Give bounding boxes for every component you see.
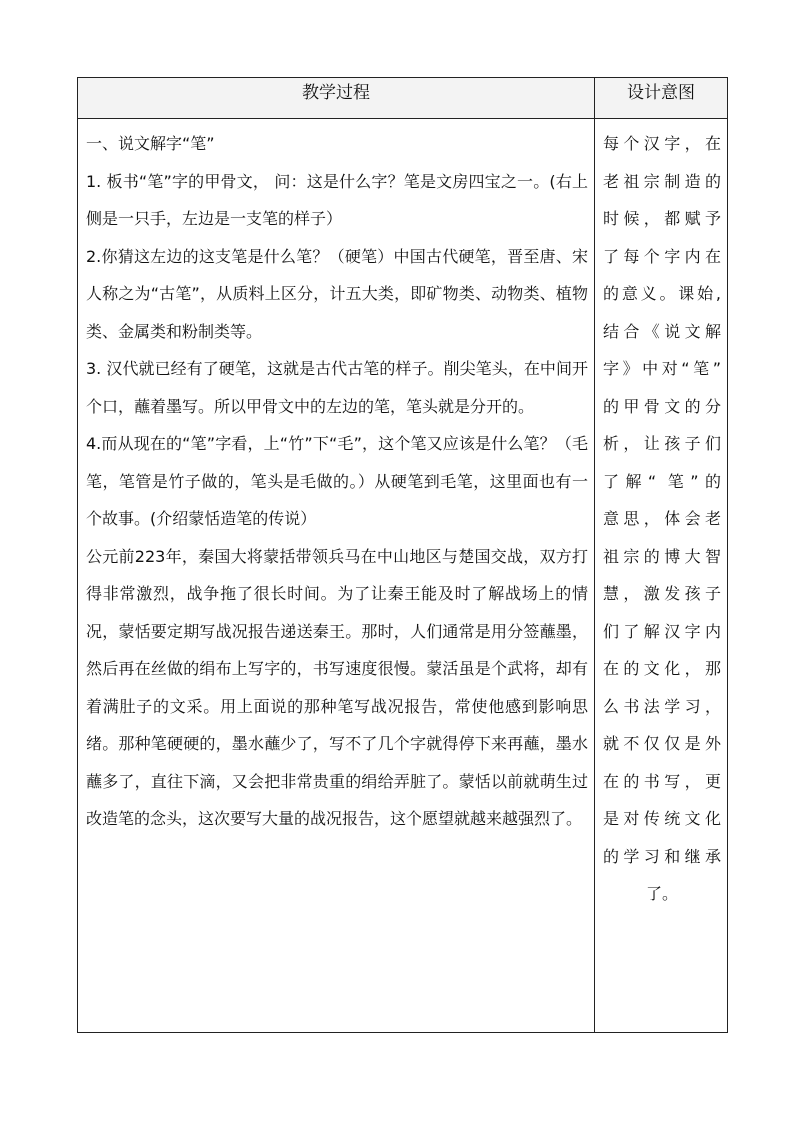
process-paragraph-2: 2.你猜这左边的这支笔是什么笔？（硬笔）中国古代硬笔，晋至唐、宋人称之为“古笔”，从质料上区分，计五大类，即矿物类、动物类、植物类、金属类和粉制类等。 <box>86 246 588 341</box>
process-paragraph-3: 3. 汉代就已经有了硬笔，这就是古代古笔的样子。削尖笔头，在中间开个口，蘸着墨写。所以甲骨文中的左边的笔，笔头就是分开的。 <box>86 359 588 416</box>
intent-line: 的意义。课始, <box>603 284 721 303</box>
header-row <box>78 78 728 119</box>
intent-line: 们了解汉字内 <box>603 621 721 641</box>
intent-line: 了。 <box>645 884 678 903</box>
intent-line: 么书法学习， <box>603 696 721 716</box>
intent-line: 的学习和继承 <box>603 846 721 866</box>
lesson-plan-table <box>77 77 728 1033</box>
intent-line: 祖宗的博大智 <box>603 546 721 566</box>
intent-line: 就不仅仅是外 <box>603 734 721 753</box>
intent-line: 每个汉字，在 <box>603 134 721 153</box>
intent-line: 在的书写，更 <box>603 771 721 791</box>
story-paragraph: 公元前223年，秦国大将蒙括带领兵马在中山地区与楚国交战，双方打得非常激烈，战争拖了很长时间。为了让秦王能及时了解战场上的情况，蒙恬要定期写战况报告递送秦王。那时，人们通常是用分签蘸墨，然后再在丝做的绢布上写字的，书写速度很慢。蒙活虽是个武将，却有着满肚子的文采。用上面说的那种笔写战况报告，常使他感到影响思绪。那种笔硬硬的，墨水蘸少了，写不了几个字就得停下来再蘸，墨水蘸多了，直往下滴，又会把非常贵重的绢给弄脏了。蒙恬以前就萌生过改造笔的念头，这次要写大量的战况报告，这个愿望就越来越强烈了。 <box>86 546 588 828</box>
intent-line: 老祖宗制造的 <box>603 171 721 191</box>
intent-line: 是对传统文化 <box>603 809 721 828</box>
intent-line: 析，让孩子们 <box>603 434 721 453</box>
design-intent-cell <box>595 119 728 1033</box>
process-paragraph-4: 4.而从现在的“笔”字看，上“竹”下“毛”，这个笔又应该是什么笔？（毛笔，笔管是竹子做的，笔头是毛做的。）从硬笔到毛笔，这里面也有一个故事。(介绍蒙恬造笔的传说） <box>86 434 588 528</box>
header-teaching-process: 教学过程 <box>78 78 595 119</box>
intent-line: 了解“ 笔”的 <box>603 471 721 491</box>
process-paragraph-1: 1. 板书“笔”字的甲骨文， 问：这是什么字？笔是文房四宝之一。(右上侧是一只手，左边是一支笔的样子） <box>86 171 588 228</box>
intent-line: 在的文化，那 <box>603 659 721 678</box>
intent-line: 的甲骨文的分 <box>603 396 721 416</box>
section-title: 一、说文解字“笔” <box>86 134 215 153</box>
header-design-intent: 设计意图 <box>595 78 728 119</box>
intent-line: 意思，体会老 <box>603 509 721 528</box>
content-row <box>78 119 728 1033</box>
intent-line: 结合《说文解 <box>603 321 721 341</box>
intent-line: 了每个字内在 <box>603 246 721 266</box>
intent-line: 慧，激发孩子 <box>603 584 721 603</box>
teaching-process-cell <box>78 119 595 1033</box>
intent-line: 时候，都赋予 <box>603 209 721 228</box>
intent-line: 字》中对“笔” <box>603 359 721 378</box>
